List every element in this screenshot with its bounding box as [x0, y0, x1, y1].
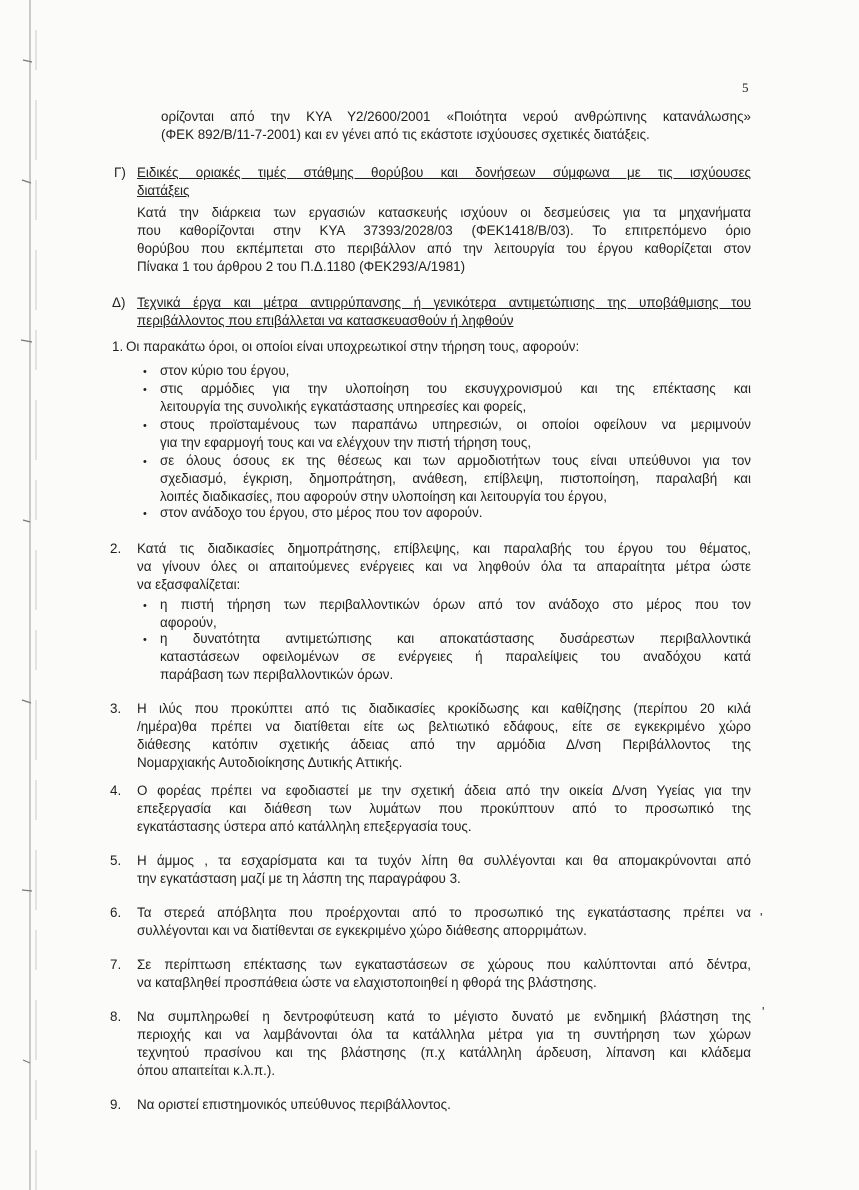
item-1-bullet-3-line-1: στους προϊσταμένους των παραπάνω υπηρεσιών, οι οποίοι οφείλουν να μεριμνούν	[160, 417, 751, 432]
item-5-line-1: Η άμμος , τα εσχαρίσματα και τα τυχόν λίπη θα συλλέγονται και θα απομακρύνονται από	[137, 853, 751, 868]
item-3-number: 3.	[110, 701, 122, 716]
intro-line-2: (ΦΕΚ 892/Β/11-7-2001) και εν γένει από τις εκάστοτε ισχύουσες σχετικές διατάξεις.	[161, 127, 650, 142]
item-7-line-1: Σε περίπτωση επέκτασης των εγκαταστάσεων σε χώρους που καλύπτονται από δέντρα,	[137, 957, 751, 972]
item-1-bullet-1: στον κύριο του έργου,	[160, 363, 290, 378]
binding-edge	[8, 0, 48, 1190]
item-3-line-2: /ημέρα)θα πρέπει να διατίθεται είτε ως βελτιωτικό εδάφους, είτε σε εγκεκριμένο χώρο	[137, 719, 751, 734]
section-g-title-2: διατάξεις	[137, 183, 190, 198]
item-8-line-2: περιοχής και να λαμβάνονται όλα τα κατάλληλα μέτρα για τη συντήρηση των χώρων	[137, 1027, 751, 1042]
item-1-bullet-3-line-2: για την εφαρμογή τους και να ελέγχουν την πιστή τήρηση τους,	[160, 435, 532, 450]
item-5-line-2: την εγκατάσταση μαζί με τη λάσπη της παραγράφου 3.	[137, 871, 461, 886]
margin-mark: '	[762, 1004, 765, 1019]
item-2-bullet-1-line-1: η πιστή τήρηση των περιβαλλοντικών όρων από τον ανάδοχο στο μέρος που τον	[160, 597, 751, 612]
item-1-bullet-2-line-2: λειτουργία της συνολικής εγκατάστασης υπηρεσίες και φορείς,	[160, 399, 527, 414]
item-3-line-1: Η ιλύς που προκύπτει από τις διαδικασίες κροκίδωσης και καθίζησης (περίπου 20 κιλά	[137, 701, 751, 716]
item-2-number: 2.	[110, 541, 122, 556]
bullet-icon: •	[143, 508, 147, 520]
item-9-line-1: Να οριστεί επιστημονικός υπεύθυνος περιβάλλοντος.	[137, 1097, 451, 1112]
item-1-bullet-4-line-1: σε όλους όσους εκ της θέσεως και των αρμοδιοτήτων τους είναι υπεύθυνοι για τον	[160, 453, 751, 468]
item-2-bullet-1-line-2: αφορούν,	[160, 615, 217, 630]
item-1-bullet-2-line-1: στις αρμόδιες για την υλοποίηση του εκσυγχρονισμού και της επέκτασης και	[160, 381, 751, 396]
item-1-bullet-4-line-3: λοιπές διαδικασίες, που αφορούν στην υλοποίηση και λειτουργία του έργου,	[160, 489, 607, 504]
intro-line-1: ορίζονται από την ΚΥΑ Υ2/2600/2001 «Ποιότητα νερού ανθρώπινης κατανάλωσης»	[161, 109, 751, 124]
item-4-line-2: επεξεργασία και διάθεση των λυμάτων που προκύπτουν από το προσωπικό της	[137, 801, 751, 816]
item-2-bullet-2-line-1: η δυνατότητα αντιμετώπισης και αποκατάστασης δυσάρεστων περιβαλλοντικά	[160, 631, 751, 646]
item-2-bullet-2-line-2: καταστάσεων οφειλομένων σε ενέργειες ή παραλείψεις του αναδόχου κατά	[160, 649, 751, 664]
item-6-line-1: Τα στερεά απόβλητα που προέρχονται από το προσωπικό της εγκατάστασης πρέπει να	[137, 905, 751, 920]
section-g-title-1: Ειδικές οριακές τιμές στάθμης θορύβου και δονήσεων σύμφωνα με τις ισχύουσες	[137, 165, 751, 180]
section-g-line-4: Πίνακα 1 του άρθρου 2 του Π.Δ.1180 (ΦΕΚ293/Α/1981)	[137, 259, 466, 274]
section-g-marker: Γ)	[114, 165, 126, 180]
item-1-text: Οι παρακάτω όροι, οι οποίοι είναι υποχρεωτικοί στην τήρηση τους, αφορούν:	[126, 339, 580, 354]
item-4-line-3: εγκατάστασης ύστερα από κατάλληλη επεξεργασία τους.	[137, 819, 472, 834]
margin-mark: '	[760, 910, 763, 925]
item-3-line-3: διάθεσης κατόπιν σχετικής άδειας από την αρμόδια Δ/νση Περιβάλλοντος της	[137, 737, 751, 752]
item-4-number: 4.	[110, 783, 122, 798]
item-6-number: 6.	[110, 905, 122, 920]
bullet-icon: •	[143, 634, 147, 646]
item-4-line-1: Ο φορέας πρέπει να εφοδιαστεί με την σχετική άδεια από την οικεία Δ/νση Υγείας για την	[137, 783, 751, 798]
item-2-line-1: Κατά τις διαδικασίες δημοπράτησης, επίβλεψης, και παραλαβής του έργου του θέματος,	[137, 541, 751, 556]
section-g-line-1: Κατά την διάρκεια των εργασιών κατασκευής ισχύουν οι δεσμεύσεις για τα μηχανήματα	[137, 205, 751, 220]
bullet-icon: •	[143, 384, 147, 396]
item-8-line-3: τεχνητού πρασίνου και της βλάστησης (π.χ κατάλληλη άρδευση, λίπανση και κλάδεμα	[137, 1045, 751, 1060]
section-d-marker: Δ)	[112, 295, 126, 310]
item-2-line-2: να γίνουν όλες οι απαιτούμενες ενέργειες και να ληφθούν όλα τα απαραίτητα μέτρα ώστε	[137, 559, 751, 574]
section-d-title-1: Τεχνικά έργα και μέτρα αντιρρύπανσης ή γενικότερα αντιμετώπισης της υποβάθμισης του	[137, 295, 751, 310]
item-8-line-4: όπου απαιτείται κ.λ.π.).	[137, 1063, 276, 1078]
item-2-line-3: να εξασφαλίζεται:	[137, 577, 241, 592]
item-8-line-1: Να συμπληρωθεί η δεντροφύτευση κατά το μέγιστο δυνατό με ενδημική βλάστηση της	[137, 1009, 751, 1024]
item-9-number: 9.	[110, 1097, 122, 1112]
item-2-bullet-2-line-3: παράβαση των περιβαλλοντικών όρων.	[160, 667, 394, 682]
item-1-bullet-5: στον ανάδοχο του έργου, στο μέρος που τον αφορούν.	[160, 505, 483, 520]
bullet-icon: •	[143, 456, 147, 468]
section-g-line-3: θορύβου που εκπέμπεται στο περιβάλλον από την λειτουργία του έργου καθορίζεται στον	[137, 241, 751, 256]
bullet-icon: •	[143, 420, 147, 432]
section-g-line-2: που καθορίζονται στην ΚΥΑ 37393/2028/03 (ΦΕΚ1418/Β/03). Το επιτρεπόμενο όριο	[137, 223, 751, 238]
section-d-title-2: περιβάλλοντος που επιβάλλεται να κατασκευασθούν ή ληφθούν	[137, 313, 514, 328]
bullet-icon: •	[143, 600, 147, 612]
item-5-number: 5.	[110, 853, 122, 868]
item-1-bullet-4-line-2: σχεδιασμό, έγκριση, δημοπράτηση, ανάθεση, επίβλεψη, πιστοποίηση, παραλαβή και	[160, 471, 751, 486]
item-3-line-4: Νομαρχιακής Αυτοδιοίκησης Δυτικής Αττικής.	[137, 755, 403, 770]
item-8-number: 8.	[110, 1009, 122, 1024]
item-7-line-2: να καταβληθεί προσπάθεια ώστε να ελαχιστοποιηθεί η φθορά της βλάστησης.	[137, 975, 597, 990]
item-7-number: 7.	[110, 957, 122, 972]
bullet-icon: •	[143, 366, 147, 378]
item-1-number: 1.	[112, 339, 124, 354]
item-6-line-2: συλλέγονται και να διατίθενται σε εγκεκριμένο χώρο διάθεσης απορριμάτων.	[137, 923, 587, 938]
page-number: 5	[742, 80, 749, 95]
